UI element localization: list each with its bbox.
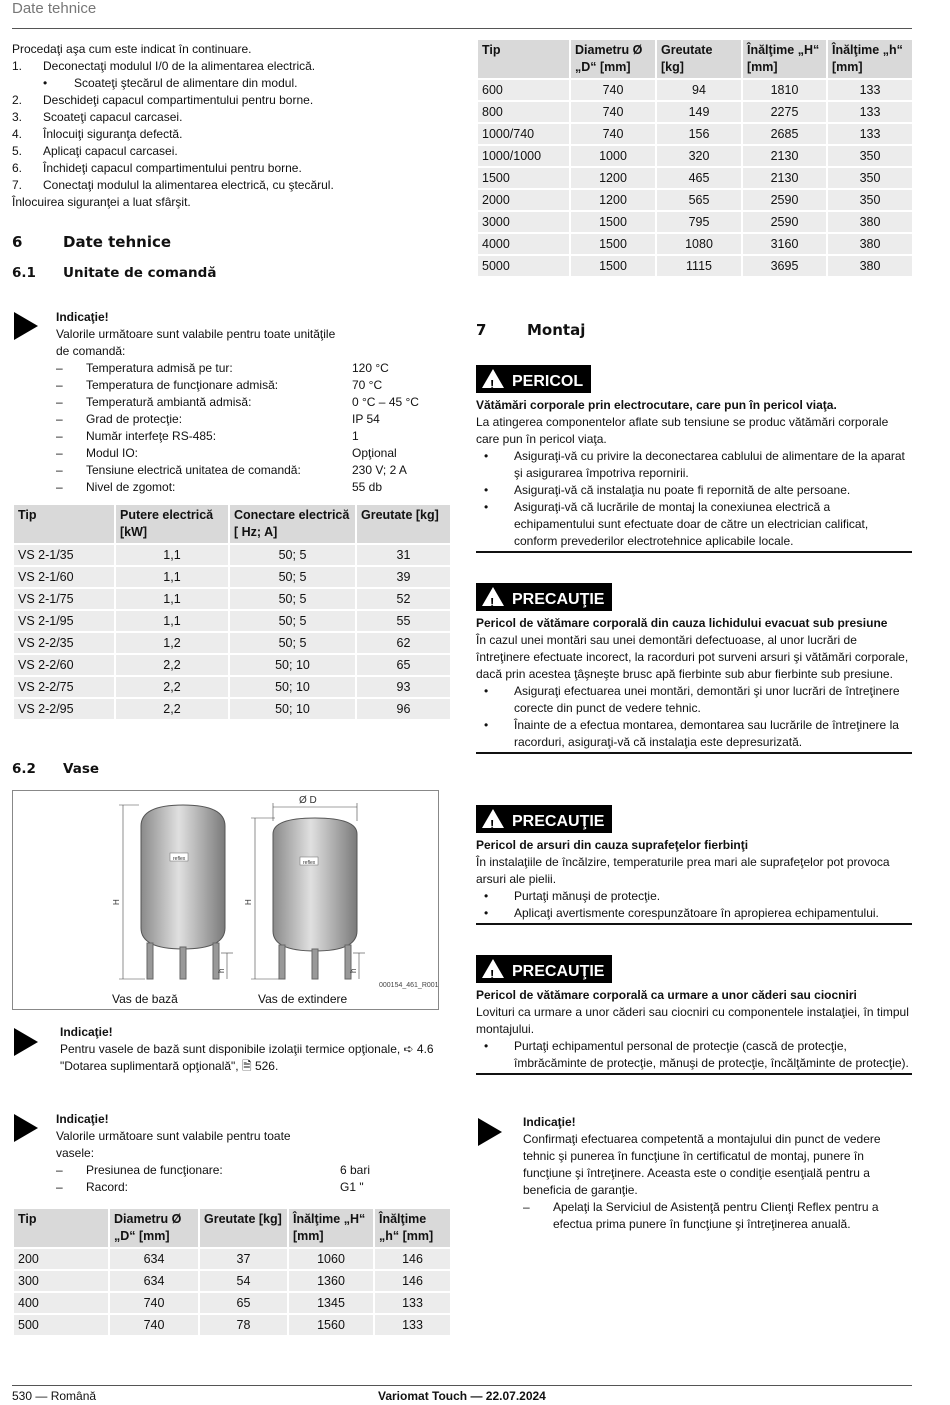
spec-value: 1 — [352, 429, 359, 443]
section-6-2-heading: 6.2 Vase — [12, 761, 100, 777]
spec-value: G1 " — [340, 1180, 364, 1194]
warning-bullet — [476, 905, 912, 922]
table-cell: 62 — [357, 633, 450, 653]
dash-marker: – — [56, 446, 63, 460]
table-cell: 2,2 — [116, 655, 228, 675]
spec-value: 120 °C — [352, 361, 389, 375]
spec-label: Temperatura admisă pe tur: — [86, 361, 233, 375]
warning-triangle-icon: ! — [482, 587, 504, 606]
warning-caution-pressure — [476, 583, 912, 754]
bullet-text: Purtaţi echipamentul personal de protecţie (cască de protecţie, îmbrăcăminte de protecţie, mănuşi de protecţie, încălţăminte de protecţie). — [514, 1039, 909, 1070]
table-cell: 350 — [828, 168, 912, 188]
table-cell: 1200 — [571, 190, 655, 210]
warning-title: Pericol de vătămare corporală din cauza lichidului evacuat sub presiune — [476, 616, 888, 630]
spec-label: Număr interfeţe RS-485: — [86, 429, 217, 443]
extension-vessel — [244, 795, 365, 979]
caution-badge: ! PRECAUŢIE — [476, 805, 612, 833]
leg-height-label: h — [349, 968, 358, 973]
table-cell: 1,1 — [116, 611, 228, 631]
note-arrow-icon — [14, 312, 38, 340]
spec-item — [56, 394, 456, 411]
table-row — [14, 1315, 450, 1335]
table-cell: 133 — [375, 1293, 450, 1313]
table-cell: 156 — [657, 124, 741, 144]
spec-value: 6 bari — [340, 1163, 371, 1177]
table-cell: 54 — [200, 1271, 287, 1291]
warning-triangle-icon: ! — [482, 369, 504, 388]
table-cell: 1115 — [657, 256, 741, 276]
table-cell: 350 — [828, 146, 912, 166]
table-cell: 1000 — [571, 146, 655, 166]
table-cell: 2130 — [743, 146, 826, 166]
table-row — [14, 699, 450, 719]
table-cell: 2,2 — [116, 699, 228, 719]
table-cell: 31 — [357, 545, 450, 565]
table-cell: 400 — [14, 1293, 108, 1313]
col-header: Tip — [14, 505, 114, 543]
note-text: vasele: — [56, 1146, 95, 1160]
table-row — [14, 1249, 450, 1269]
control-unit-table — [12, 503, 452, 721]
dash-marker: – — [56, 412, 63, 426]
warning-caution-hot-surfaces — [476, 805, 912, 925]
procedure-step: 7. Conectaţi modulul la alimentarea electrică, cu ştecărul. — [12, 178, 334, 192]
spec-label: Tensiune electrică unitatea de comandă: — [86, 463, 301, 477]
header-rule — [12, 28, 912, 29]
table-row — [478, 212, 912, 232]
table-cell: 1500 — [571, 212, 655, 232]
table-cell: 50; 5 — [230, 567, 355, 587]
procedure-lead: Procedaţi aşa cum este indicat în continuare. — [12, 42, 252, 56]
table-row — [14, 589, 450, 609]
caption-extension-vessel: Vas de extindere — [258, 992, 348, 1006]
table-row — [478, 146, 912, 166]
table-cell: 380 — [828, 234, 912, 254]
spec-label: Modul IO: — [86, 446, 139, 460]
table-cell: 2685 — [743, 124, 826, 144]
spec-value: 0 °C – 45 °C — [352, 395, 419, 409]
dash-marker: – — [56, 429, 63, 443]
col-header: Tip — [478, 40, 569, 78]
note-text: Valorile următoare sunt valabile pentru toate unităţile — [56, 327, 336, 341]
table-cell: 740 — [110, 1293, 198, 1313]
table-cell: 1500 — [571, 256, 655, 276]
spec-item — [56, 1162, 456, 1179]
section-6-1-heading: 6.1 Unitate de comandă — [12, 265, 217, 281]
note-title: Indicaţie! — [523, 1115, 576, 1129]
bullet-marker: • — [484, 889, 489, 903]
height-label: H — [112, 899, 121, 905]
table-cell: 133 — [375, 1315, 450, 1335]
table-cell: 50; 5 — [230, 633, 355, 653]
table-cell: 1,1 — [116, 589, 228, 609]
note-title: Indicaţie! — [56, 310, 109, 324]
note-arrow-icon — [478, 1118, 502, 1146]
table-cell: 600 — [478, 80, 569, 100]
table-cell: 146 — [375, 1249, 450, 1269]
footer-rule — [12, 1385, 912, 1386]
col-header: Diametru Ø „D“ [mm] — [571, 40, 655, 78]
col-header: Diametru Ø „D“ [mm] — [110, 1209, 198, 1247]
table-row — [478, 102, 912, 122]
table-cell: 795 — [657, 212, 741, 232]
spec-value: IP 54 — [352, 412, 380, 426]
table-row — [478, 80, 912, 100]
brand-label: reflex — [173, 856, 186, 862]
table-cell: 1345 — [289, 1293, 373, 1313]
table-row — [14, 677, 450, 697]
spec-item — [56, 462, 456, 479]
note-arrow-icon — [14, 1114, 38, 1142]
warning-text: Lovituri ca urmare a unor căderi sau ciocniri cu componentele instalaţiei, în timpul montajului. — [476, 1005, 909, 1036]
note-text: Confirmaţi efectuarea competentă a montajului din punct de vedere tehnic şi punerea în funcţiune în certificatul de montaj, punere în funcţiune şi întreţinere. Aceasta este o condiţie esenţială pentru a beneficia de garanţie. — [523, 1132, 881, 1197]
table-cell: 2,2 — [116, 677, 228, 697]
note-arrow-icon — [14, 1028, 38, 1056]
note-vessels — [56, 1111, 456, 1196]
table-cell: 3000 — [478, 212, 569, 232]
note-control-unit — [56, 309, 456, 496]
footer-page-info: 530 — Română — [12, 1389, 97, 1403]
procedure-substep: • Scoateţi ştecărul de alimentare din modul. — [43, 76, 298, 90]
table-cell: 1060 — [289, 1249, 373, 1269]
table-cell: 2590 — [743, 190, 826, 210]
table-cell: 2130 — [743, 168, 826, 188]
diameter-label: Ø D — [299, 795, 317, 806]
table-cell: 380 — [828, 212, 912, 232]
warning-triangle-icon: ! — [482, 959, 504, 978]
warning-title: Pericol de arsuri din cauza suprafeţelor fierbinţi — [476, 838, 749, 852]
warning-bullet — [476, 482, 912, 499]
table-cell: 94 — [657, 80, 741, 100]
col-header: Tip — [14, 1209, 108, 1247]
table-cell: 3695 — [743, 256, 826, 276]
base-vessel — [112, 805, 233, 979]
table-cell: 1560 — [289, 1315, 373, 1335]
warning-title: Vătămări corporale prin electrocutare, care pun în pericol viaţa. — [476, 398, 837, 412]
table-cell: 2275 — [743, 102, 826, 122]
table-cell: 5000 — [478, 256, 569, 276]
warning-bullet — [476, 1038, 912, 1072]
table-cell: 740 — [110, 1315, 198, 1335]
figure-code: 000154_461_R001 — [379, 982, 438, 989]
table-cell: 149 — [657, 102, 741, 122]
table-cell: 50; 10 — [230, 655, 355, 675]
warning-bullet — [476, 888, 912, 905]
warning-text: În cazul unei montări sau unei demontări defectuoase, al unor lucrări de întreţinere efectuate incorect, la racorduri pot surveni arsuri şi vătămări corporale, dacă prin acestea ţâşneşte brusc apă fierbinte sub abur fierbinte sub presiune. — [476, 633, 909, 681]
table-cell: 37 — [200, 1249, 287, 1269]
vessel-table-large — [476, 38, 914, 278]
table-cell: 740 — [571, 124, 655, 144]
table-cell: 200 — [14, 1249, 108, 1269]
spec-value: 55 db — [352, 480, 383, 494]
note-insulation — [60, 1024, 460, 1075]
procedure-step: 1. Deconectaţi modulul I/0 de la alimentarea electrică. — [12, 59, 316, 73]
bullet-text: Înainte de a efectua montarea, demontarea sau lucrările de întreţinere la racorduri, asiguraţi-vă că instalaţia este depresurizată. — [514, 718, 899, 749]
table-cell: 350 — [828, 190, 912, 210]
table-cell: 1,1 — [116, 545, 228, 565]
table-cell: 465 — [657, 168, 741, 188]
table-cell: 1,2 — [116, 633, 228, 653]
table-cell: 634 — [110, 1249, 198, 1269]
procedure-end: Înlocuirea siguranţei a luat sfârşit. — [12, 195, 191, 209]
spec-item — [56, 360, 456, 377]
bullet-text: Asiguraţi-vă cu privire la deconectarea cablului de alimentare de la aparat şi asigurarea împotriva repornirii. — [514, 449, 905, 480]
caution-badge: ! PRECAUŢIE — [476, 583, 612, 611]
table-row — [478, 168, 912, 188]
table-cell: 133 — [828, 124, 912, 144]
spec-label: Presiunea de funcţionare: — [86, 1163, 223, 1177]
table-cell: 1,1 — [116, 567, 228, 587]
spec-item — [56, 445, 456, 462]
table-row — [478, 190, 912, 210]
table-cell: 2590 — [743, 212, 826, 232]
table-cell: VS 2-1/60 — [14, 567, 114, 587]
spec-item — [56, 377, 456, 394]
table-cell: VS 2-2/35 — [14, 633, 114, 653]
vessel-figure — [12, 790, 439, 1010]
table-row — [478, 256, 912, 276]
spec-item — [56, 428, 456, 445]
bullet-marker: • — [484, 684, 489, 698]
table-cell: 740 — [571, 80, 655, 100]
note-text: Valorile următoare sunt valabile pentru toate — [56, 1129, 291, 1143]
table-cell: VS 2-2/75 — [14, 677, 114, 697]
table-cell: 50; 5 — [230, 589, 355, 609]
table-cell: 65 — [357, 655, 450, 675]
vessel-drawing — [13, 791, 438, 1009]
col-header: Greutate [kg] — [657, 40, 741, 78]
table-cell: VS 2-1/35 — [14, 545, 114, 565]
bullet-text: Asiguraţi-vă că lucrările de montaj la conexiunea electrică a echipamentului sunt efectuate doar de către un electrician calificat, conform prevederilor electrotehnice aplicabile locale. — [514, 500, 869, 548]
bullet-marker: • — [484, 500, 489, 514]
warning-triangle-icon: ! — [482, 809, 504, 828]
table-cell: 1080 — [657, 234, 741, 254]
warning-bullet — [476, 717, 912, 751]
table-cell: 1500 — [478, 168, 569, 188]
bullet-marker: • — [484, 483, 489, 497]
note-title: Indicaţie! — [60, 1025, 113, 1039]
spec-item — [56, 479, 456, 496]
dash-marker: – — [56, 361, 63, 375]
table-cell: 39 — [357, 567, 450, 587]
section-7-heading: 7 Montaj — [476, 321, 586, 339]
spec-label: Temperatura de funcţionare admisă: — [86, 378, 279, 392]
table-cell: 3160 — [743, 234, 826, 254]
bullet-text: Asiguraţi-vă că instalaţia nu poate fi repornită de alte persoane. — [514, 483, 851, 497]
dash-marker: – — [56, 463, 63, 477]
warning-text: În instalaţiile de încălzire, temperaturile prea mari ale suprafeţelor pot provoca arsuri ale pielii. — [476, 855, 890, 886]
note-item: – Apelaţi la Serviciul de Asistenţă pentru Clienţi Reflex pentru a efectua prima punere în funcţiune şi întreţinerea anuală. — [523, 1200, 879, 1231]
table-cell: 50; 5 — [230, 545, 355, 565]
col-header: Înălţime „H“ [mm] — [743, 40, 826, 78]
dash-marker: – — [56, 1180, 63, 1194]
warning-caution-falls — [476, 955, 912, 1075]
table-cell: VS 2-2/95 — [14, 699, 114, 719]
table-cell: 133 — [828, 80, 912, 100]
table-cell: 65 — [200, 1293, 287, 1313]
page-header-title: Date tehnice — [12, 0, 97, 17]
spec-value: 230 V; 2 A — [352, 463, 407, 477]
table-cell: VS 2-1/75 — [14, 589, 114, 609]
brand-label: reflex — [303, 860, 316, 866]
table-cell: 50; 5 — [230, 611, 355, 631]
spec-label: Nivel de zgomot: — [86, 480, 176, 494]
table-row — [478, 124, 912, 144]
table-row — [14, 567, 450, 587]
col-header: Înălţime „h“ [mm] — [375, 1209, 450, 1247]
procedure-step: 5. Aplicaţi capacul carcasei. — [12, 144, 178, 158]
note-text: de comandă: — [56, 344, 126, 358]
col-header: Înălţime „h“ [mm] — [828, 40, 912, 78]
spec-item — [56, 411, 456, 428]
bullet-marker: • — [484, 906, 489, 920]
spec-value: 70 °C — [352, 378, 383, 392]
table-cell: 78 — [200, 1315, 287, 1335]
note-title: Indicaţie! — [56, 1112, 109, 1126]
table-row — [14, 1293, 450, 1313]
bullet-marker: • — [484, 449, 489, 463]
warning-bullet — [476, 448, 912, 482]
col-header: Greutate [kg] — [357, 505, 450, 543]
table-cell: 146 — [375, 1271, 450, 1291]
bullet-marker: • — [484, 1039, 489, 1053]
bullet-text: Purtaţi mănuşi de protecţie. — [514, 889, 661, 903]
table-cell: 800 — [478, 102, 569, 122]
caution-badge: ! PRECAUŢIE — [476, 955, 612, 983]
table-row — [14, 633, 450, 653]
table-cell: 52 — [357, 589, 450, 609]
table-cell: 300 — [14, 1271, 108, 1291]
footer-document-info: Variomat Touch — 22.07.2024 — [378, 1389, 546, 1403]
spec-value: Opţional — [352, 446, 397, 460]
table-cell: VS 2-1/95 — [14, 611, 114, 631]
table-cell: 565 — [657, 190, 741, 210]
table-row — [14, 611, 450, 631]
table-cell: 1000/1000 — [478, 146, 569, 166]
table-cell: 50; 10 — [230, 699, 355, 719]
col-header: Conectare electrică [ Hz; A] — [230, 505, 355, 543]
table-cell: 1500 — [571, 234, 655, 254]
table-cell: 55 — [357, 611, 450, 631]
danger-badge: ! PERICOL — [476, 365, 591, 393]
table-cell: 2000 — [478, 190, 569, 210]
dash-marker: – — [56, 378, 63, 392]
table-cell: 1000/740 — [478, 124, 569, 144]
bullet-text: Aplicaţi avertismente corespunzătoare în apropierea echipamentului. — [514, 906, 879, 920]
dash-marker: – — [56, 395, 63, 409]
height-label: H — [244, 899, 253, 905]
table-row — [478, 234, 912, 254]
table-cell: 320 — [657, 146, 741, 166]
table-row — [14, 545, 450, 565]
table-cell: VS 2-2/60 — [14, 655, 114, 675]
procedure-step: 3. Scoateţi capacul carcasei. — [12, 110, 183, 124]
spec-label: Temperatură ambiantă admisă: — [86, 395, 252, 409]
table-cell: 1360 — [289, 1271, 373, 1291]
col-header: Greutate [kg] — [200, 1209, 287, 1247]
note-commissioning — [523, 1114, 893, 1233]
caption-base-vessel: Vas de bază — [112, 992, 178, 1006]
vessel-table-small — [12, 1207, 452, 1337]
bullet-text: Asiguraţi efectuarea unei montări, demontări şi unor lucrări de întreţinere corecte din punct de vedere tehnic. — [514, 684, 900, 715]
procedure-block — [12, 41, 462, 211]
warning-title: Pericol de vătămare corporală ca urmare a unor căderi sau ciocniri — [476, 988, 857, 1002]
table-cell: 50; 10 — [230, 677, 355, 697]
warning-text: La atingerea componentelor aflate sub tensiune se produc vătămări corporale care pun în pericol viaţa. — [476, 415, 889, 446]
spec-label: Grad de protecţie: — [86, 412, 183, 426]
warning-bullet — [476, 683, 912, 717]
table-cell: 1810 — [743, 80, 826, 100]
warning-bullet — [476, 499, 912, 550]
table-row — [14, 1271, 450, 1291]
bullet-marker: • — [484, 718, 489, 732]
procedure-step: 6. Închideţi capacul compartimentului pentru borne. — [12, 161, 302, 175]
procedure-step: 4. Înlocuiţi siguranţa defectă. — [12, 127, 183, 141]
table-cell: 4000 — [478, 234, 569, 254]
table-cell: 740 — [571, 102, 655, 122]
leg-height-label: h — [217, 968, 226, 973]
table-cell: 133 — [828, 102, 912, 122]
table-cell: 1200 — [571, 168, 655, 188]
col-header: Putere electrică [kW] — [116, 505, 228, 543]
table-cell: 500 — [14, 1315, 108, 1335]
note-text: "Dotarea suplimentară opţională", 🗎 526. — [60, 1059, 279, 1073]
table-cell: 96 — [357, 699, 450, 719]
dash-marker: – — [56, 480, 63, 494]
spec-label: Racord: — [86, 1180, 129, 1194]
section-6-heading: 6 Date tehnice — [12, 233, 172, 251]
dash-marker: – — [56, 1163, 63, 1177]
table-row — [14, 655, 450, 675]
col-header: Înălţime „H“ [mm] — [289, 1209, 373, 1247]
table-cell: 634 — [110, 1271, 198, 1291]
note-text: Pentru vasele de bază sunt disponibile izolaţii termice opţionale, ➪ 4.6 — [60, 1042, 434, 1056]
procedure-step: 2. Deschideţi capacul compartimentului pentru borne. — [12, 93, 314, 107]
table-cell: 93 — [357, 677, 450, 697]
spec-item — [56, 1179, 456, 1196]
table-cell: 380 — [828, 256, 912, 276]
warning-danger-electric — [476, 365, 912, 553]
